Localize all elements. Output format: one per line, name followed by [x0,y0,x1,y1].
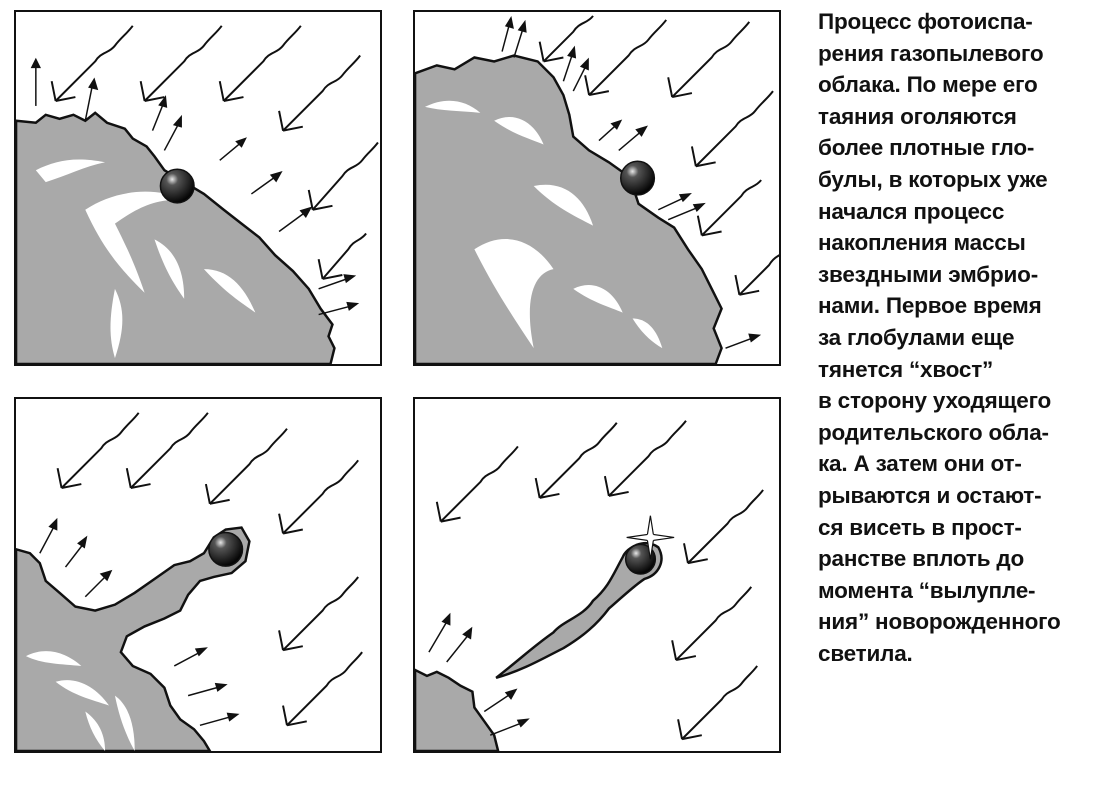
stage-2-panel [413,10,781,366]
caption-line: ка. А затем они от- [818,451,1022,477]
caption-line: облака. По мере его [818,72,1038,98]
caption-line: рения газопылевого [818,40,1044,66]
caption-line: момента “вылупле- [818,577,1036,603]
globule [160,169,194,203]
globule [209,532,243,566]
caption-line: нами. Первое время [818,293,1042,319]
caption-line: родительского обла- [818,419,1049,445]
gas-dust-cloud [16,113,334,364]
caption-line: Процесс фотоиспа- [818,9,1033,34]
stage-2-illustration [415,12,779,364]
figure-caption [818,6,1094,669]
light-rays [437,421,763,739]
caption-line: ся висеть в прост- [818,514,1022,540]
stage-3-illustration [16,399,380,751]
stage-1-illustration [16,12,380,364]
stage-3-panel [14,397,382,753]
stage-4-panel [413,397,781,753]
caption-line: ранстве вплоть до [818,546,1025,572]
caption-line: тянется “хвост” [818,356,994,382]
caption-line: ния” новорожденного [818,609,1061,635]
caption-line: в сторону уходящего [818,388,1052,414]
caption-line: рываются и остают- [818,482,1042,508]
caption-line: за глобулами еще [818,324,1015,350]
globule [621,161,655,195]
caption-line: таяния оголяются [818,103,1017,129]
stage-1-panel [14,10,382,366]
stage-4-illustration [415,399,779,751]
caption-line: светила. [818,640,913,666]
caption-line: булы, в которых уже [818,166,1048,192]
caption-line: начался процесс [818,198,1005,224]
caption-line: накопления массы [818,230,1026,256]
caption-line: более плотные гло- [818,135,1035,161]
caption-line: звездными эмбрио- [818,261,1039,287]
